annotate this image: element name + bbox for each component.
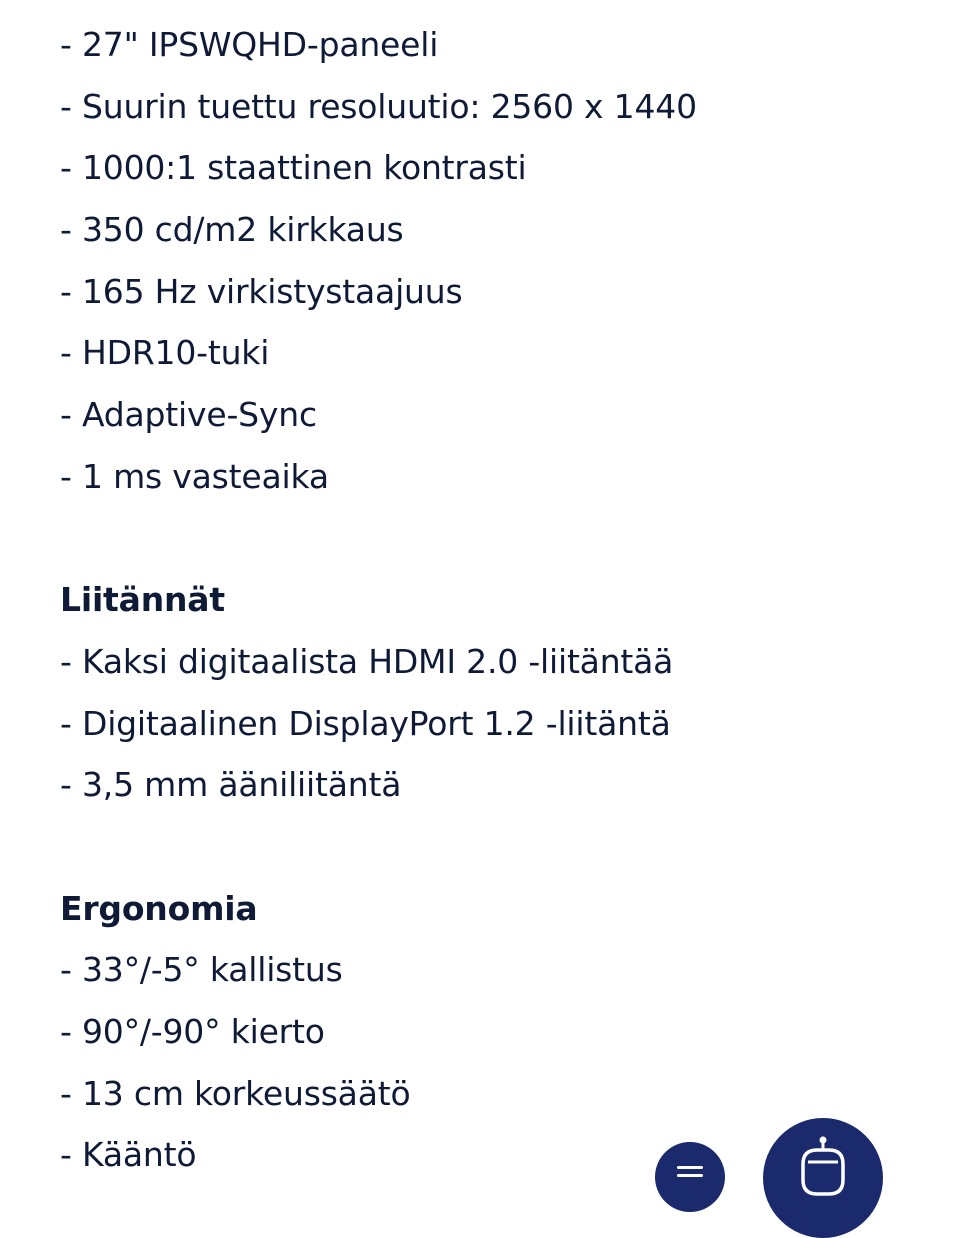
connection-item: - 3,5 mm ääniliitäntä: [60, 765, 402, 805]
spec-item: - Suurin tuettu resoluutio: 2560 x 1440: [60, 86, 697, 126]
chat-button[interactable]: [763, 1118, 883, 1238]
product-description: [60, 14, 920, 1186]
connection-item: - Kaksi digitaalista HDMI 2.0 -liitäntää: [60, 641, 674, 681]
menu-button[interactable]: [655, 1142, 725, 1212]
spec-item: - 27" IPSWQHD-paneeli: [60, 25, 439, 64]
section-spacer: [60, 508, 920, 570]
spec-item: - HDR10-tuki: [60, 333, 270, 373]
ergonomics-heading: Ergonomia: [60, 888, 258, 928]
section-spacer: [60, 816, 920, 878]
connection-item: - Digitaalinen DisplayPort 1.2 -liitäntä: [60, 703, 671, 743]
chatbot-icon: [788, 1136, 858, 1206]
connections-heading: Liitännät: [60, 580, 225, 620]
ergonomics-item: - 90°/-90° kierto: [60, 1012, 325, 1051]
ergonomics-item: - 13 cm korkeussäätö: [60, 1073, 411, 1113]
menu-icon: [674, 1156, 706, 1188]
spec-item: - 1 ms vasteaika: [60, 456, 329, 496]
spec-item: - 165 Hz virkistystaajuus: [60, 271, 463, 311]
spec-item: - 1000:1 staattinen kontrasti: [60, 148, 527, 188]
ergonomics-item: - Kääntö: [60, 1135, 197, 1175]
ergonomics-item: - 33°/-5° kallistus: [60, 950, 343, 990]
spec-item: - Adaptive-Sync: [60, 395, 317, 435]
spec-item: - 350 cd/m2 kirkkaus: [60, 210, 404, 250]
